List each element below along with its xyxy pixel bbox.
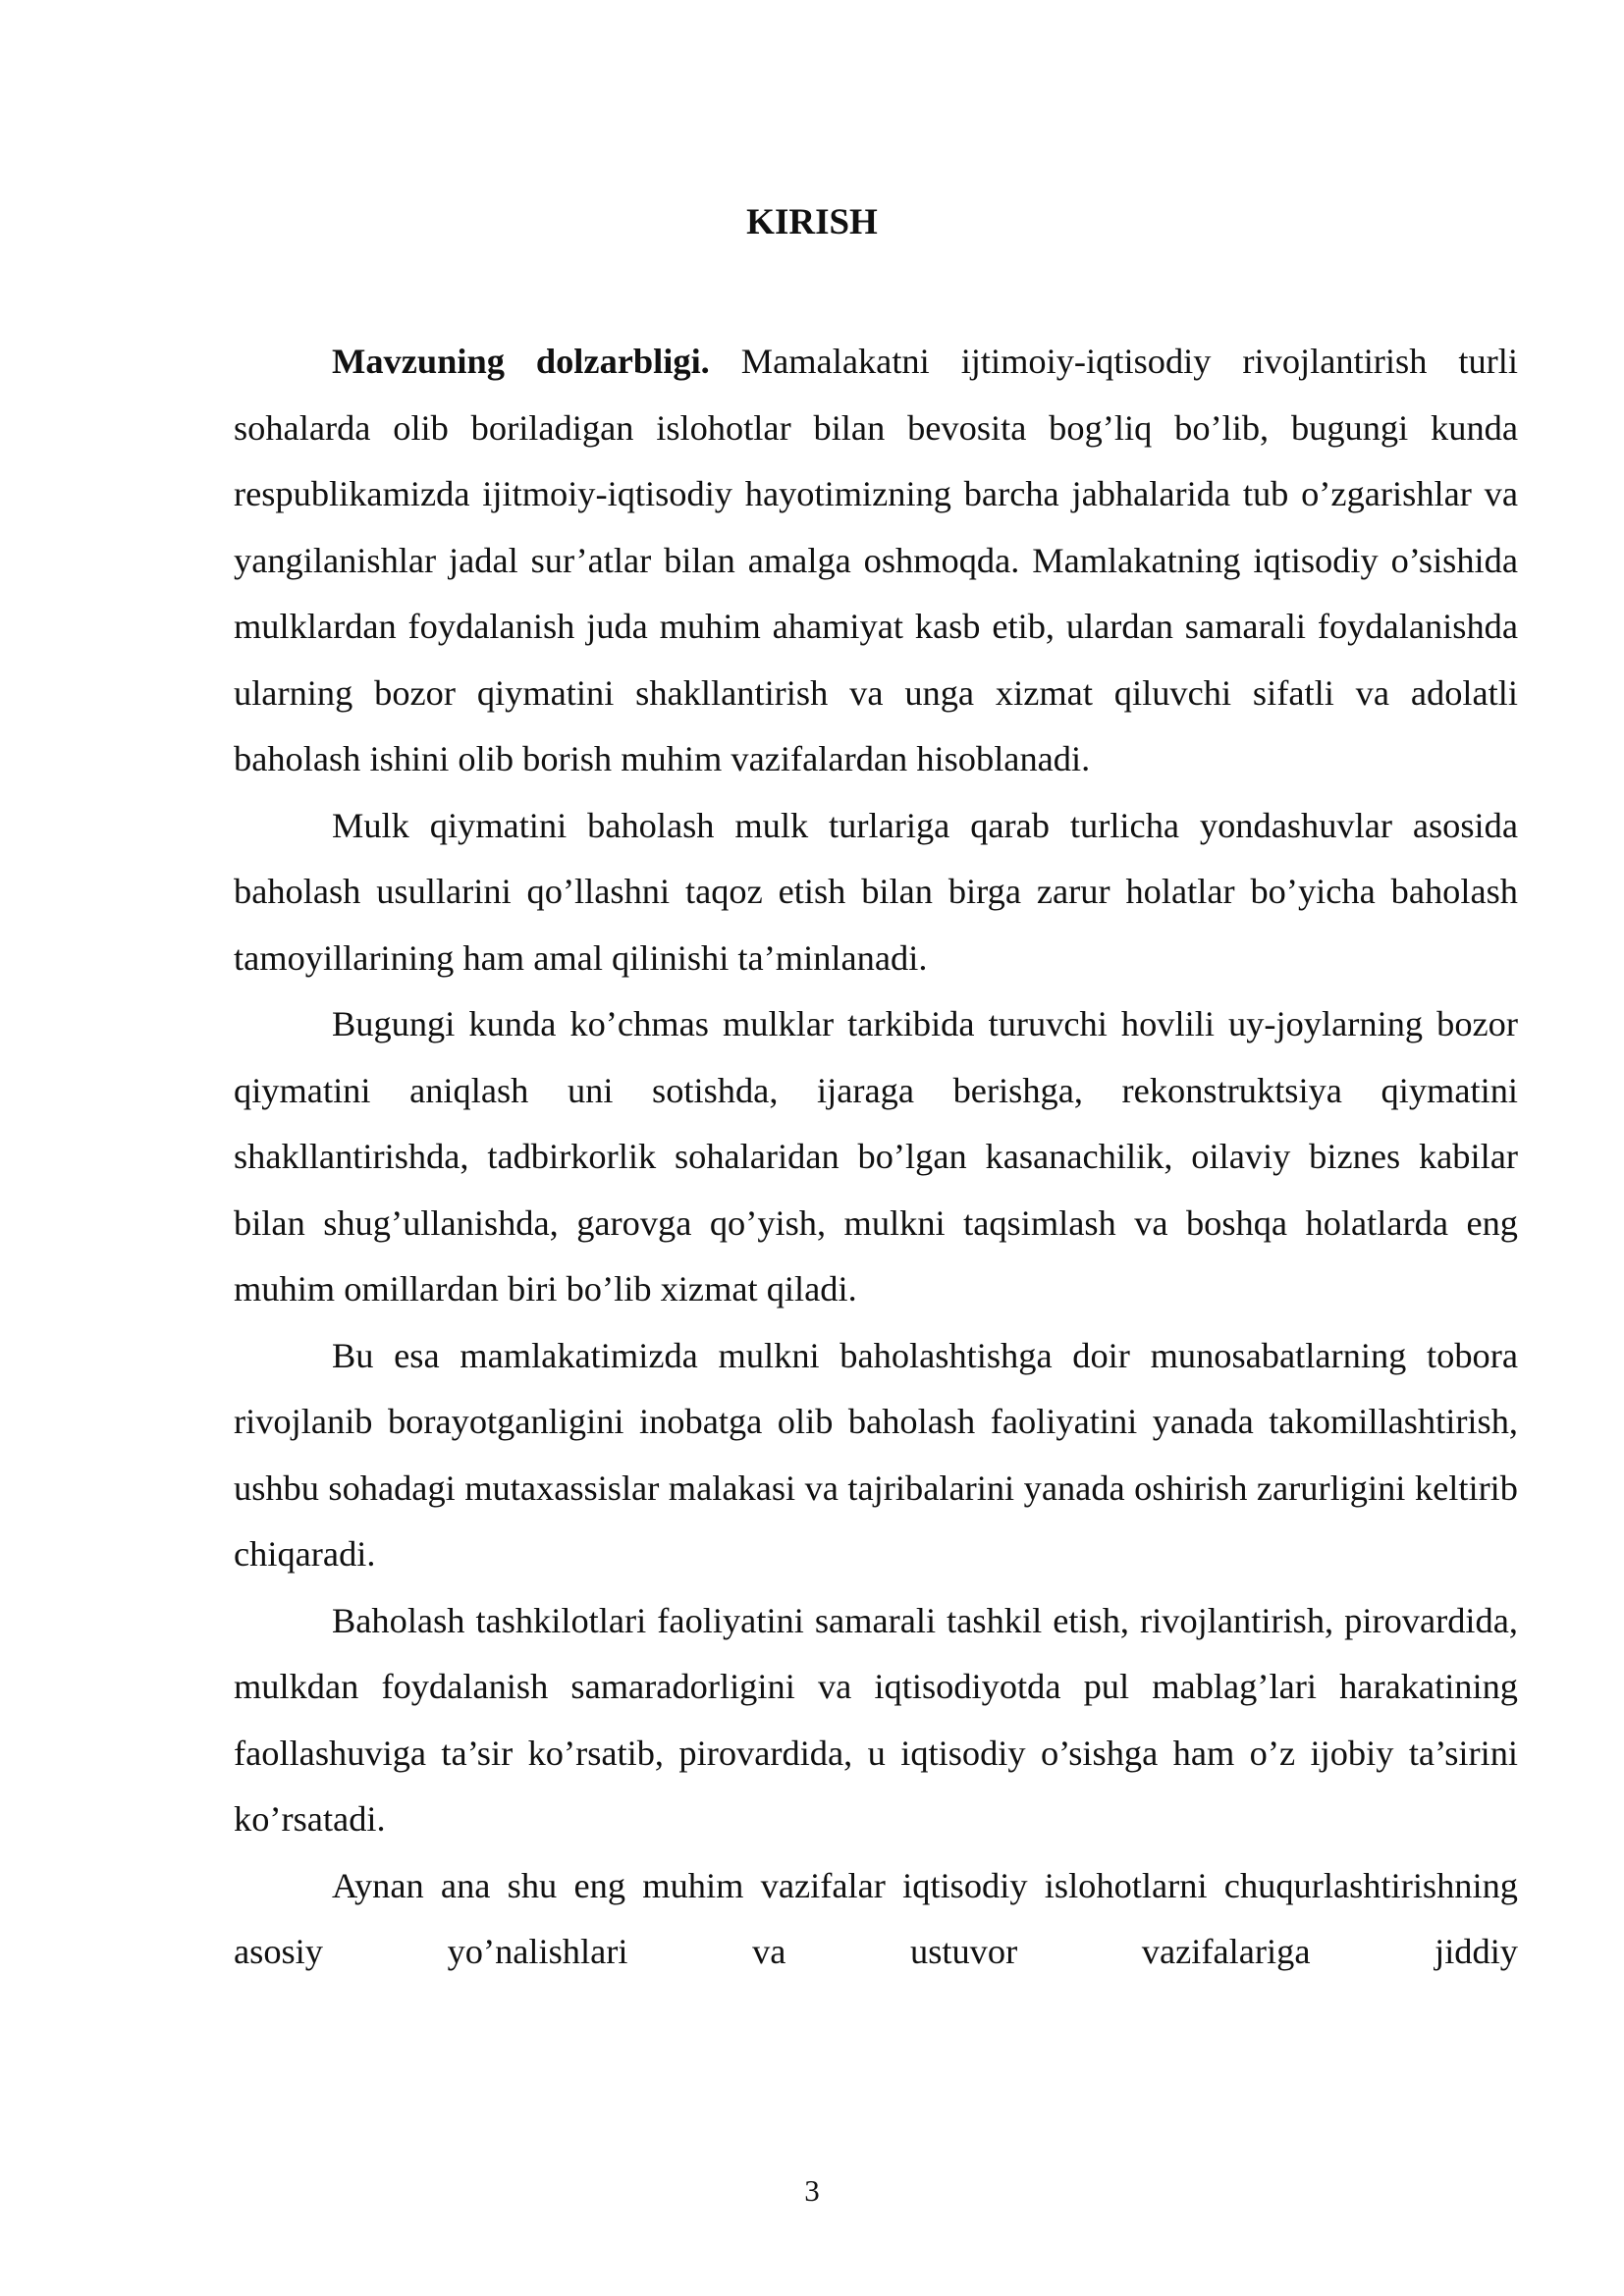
paragraph-2 bbox=[234, 793, 1518, 992]
paragraph-text: Aynan ana shu eng muhim vazifalar iqtisodiy islohotlarni chuqurlashtirishning asosiy yo’nalishlari va ustuvor vazifalariga jiddiy bbox=[234, 1865, 1518, 1971]
paragraph-text: Baholash tashkilotlari faoliyatini samarali tashkil etish, rivojlantirish, pirovardida, mulkdan foydalanish samaradorligini va iqtisodiyotda pul mablag’lari harakatining faollashuviga ta’sir ko’rsatib, pirovardida, u iqtisodiy o’sishga ham o’z ijobiy ta’sirini ko’rsatadi. bbox=[234, 1600, 1518, 1839]
paragraph-1 bbox=[234, 329, 1518, 793]
paragraph-text: Mamalakatni ijtimoiy-iqtisodiy rivojlantirish turli sohalarda olib boriladigan islohotlar bilan bevosita bog’liq bo’lib, bugungi kunda respublikamizda ijitmoiy-iqtisodiy hayotimizning barcha jabhalarida tub o’zgarishlar va yangilanishlar jadal sur’atlar bilan amalga oshmoqda. Mamlakatning iqtisodiy o’sishida mulklardan foydalanish juda muhim ahamiyat kasb etib, ulardan samarali foydalanishda ularning bozor qiymatini shakllantirish va unga xizmat qiluvchi sifatli va adolatli baholash ishini olib borish muhim vazifalardan hisoblanadi. bbox=[234, 342, 1518, 778]
paragraph-5 bbox=[234, 1588, 1518, 1853]
paragraph-text: Mulk qiymatini baholash mulk turlariga qarab turlicha yondashuvlar asosida baholash usullarini qo’llashni taqoz etish bilan birga zarur holatlar bo’yicha baholash tamoyillarining ham amal qilinishi ta’minlanadi. bbox=[234, 805, 1518, 978]
paragraph-lead: Mavzuning dolzarbligi. bbox=[332, 342, 710, 381]
paragraph-text: Bugungi kunda ko’chmas mulklar tarkibida turuvchi hovlili uy-joylarning bozor qiymatini aniqlash uni sotishda, ijaraga berishga, rekonstruktsiya qiymatini shakllantirishda, tadbirkorlik sohalaridan bo’lgan kasanachilik, oilaviy biznes kabilar bilan shug’ullanishda, garovga qo’yish, mulkni taqsimlash va boshqa holatlarda eng muhim omillardan biri bo’lib xizmat qiladi. bbox=[234, 1004, 1518, 1308]
document-body bbox=[234, 329, 1518, 1986]
paragraph-6 bbox=[234, 1853, 1518, 1986]
page-number: 3 bbox=[804, 2173, 820, 2208]
paragraph-text: Bu esa mamlakatimizda mulkni baholashtishga doir munosabatlarning tobora rivojlanib borayotganligini inobatga olib baholash faoliyatini yanada takomillashtirish, ushbu sohadagi mutaxassislar malakasi va tajribalarini yanada oshirish zarurligini keltirib chiqaradi. bbox=[234, 1335, 1518, 1574]
paragraph-4 bbox=[234, 1323, 1518, 1588]
page-title: KIRISH bbox=[746, 202, 878, 242]
paragraph-3 bbox=[234, 991, 1518, 1323]
